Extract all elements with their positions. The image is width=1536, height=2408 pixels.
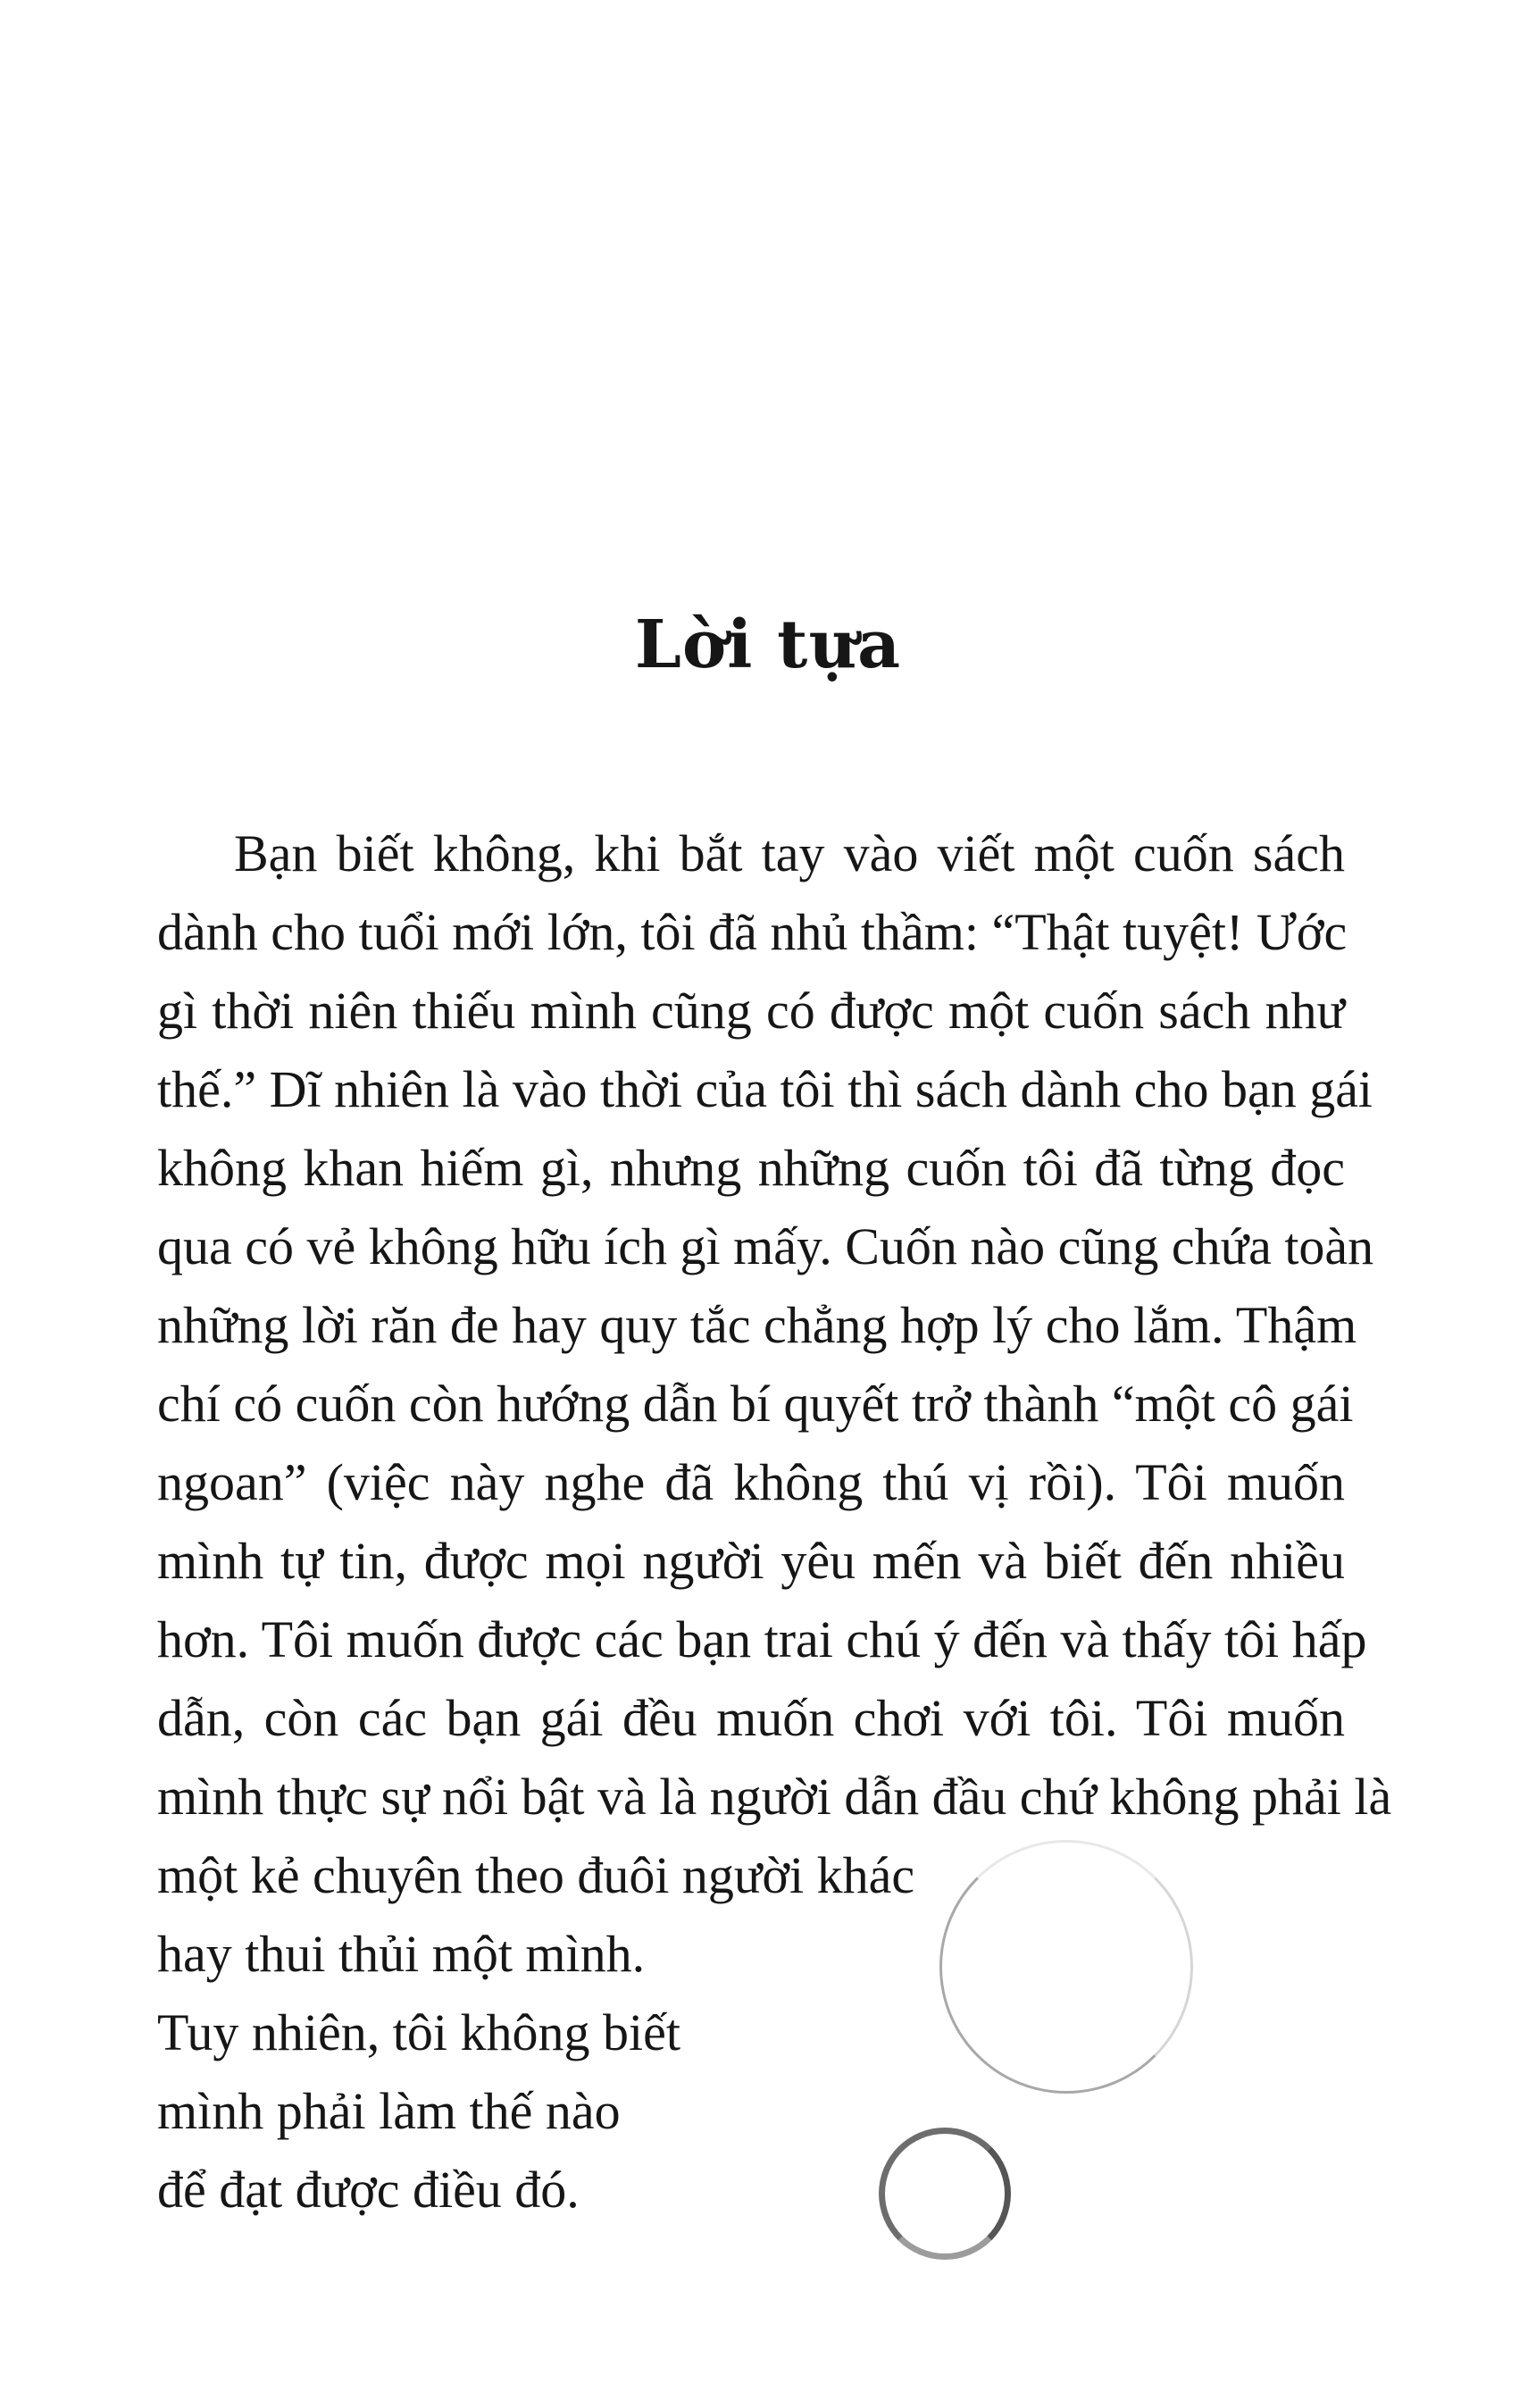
paragraph-line: Tuy nhiên, tôi không biết <box>157 2003 680 2061</box>
paragraph-line: Bạn biết không, khi bắt tay vào viết một cuốn sách <box>234 824 1345 882</box>
paragraph-line: thế.” Dĩ nhiên là vào thời của tôi thì sách dành cho bạn gái <box>157 1060 1373 1118</box>
paragraph-line: qua có vẻ không hữu ích gì mấy. Cuốn nào cũng chứa toàn <box>157 1217 1374 1275</box>
paragraph-line: một kẻ chuyên theo đuôi người khác <box>157 1846 915 1904</box>
paragraph-line: không khan hiếm gì, nhưng những cuốn tôi đã từng đọc <box>157 1139 1345 1197</box>
page-title: Lời tựa <box>634 606 902 683</box>
paragraph-line: để đạt được điều đó. <box>157 2161 580 2219</box>
paragraph-line: mình thực sự nổi bật và là người dẫn đầu chứ không phải là <box>157 1768 1392 1826</box>
paragraph-line: ngoan” (việc này nghe đã không thú vị rồi). Tôi muốn <box>157 1453 1345 1511</box>
paragraph-line: mình phải làm thế nào <box>157 2082 621 2140</box>
paragraph-line: mình tự tin, được mọi người yêu mến và biết đến nhiều <box>157 1532 1345 1590</box>
paragraph-line: hơn. Tôi muốn được các bạn trai chú ý đến và thấy tôi hấp <box>157 1610 1367 1668</box>
paragraph-line: chí có cuốn còn hướng dẫn bí quyết trở thành “một cô gái <box>157 1375 1354 1433</box>
decorative-large-circle <box>939 1840 1193 2094</box>
paragraph-line: hay thui thủi một mình. <box>157 1925 646 1983</box>
paragraph-line: gì thời niên thiếu mình cũng có được một cuốn sách như <box>157 982 1345 1040</box>
paragraph-line: dành cho tuổi mới lớn, tôi đã nhủ thầm: “Thật tuyệt! Ước <box>157 903 1348 961</box>
paragraph-line: những lời răn đe hay quy tắc chẳng hợp lý cho lắm. Thậm <box>157 1296 1357 1354</box>
paragraph-line: dẫn, còn các bạn gái đều muốn chơi với tôi. Tôi muốn <box>157 1689 1345 1747</box>
decorative-small-circle <box>879 2128 1011 2260</box>
